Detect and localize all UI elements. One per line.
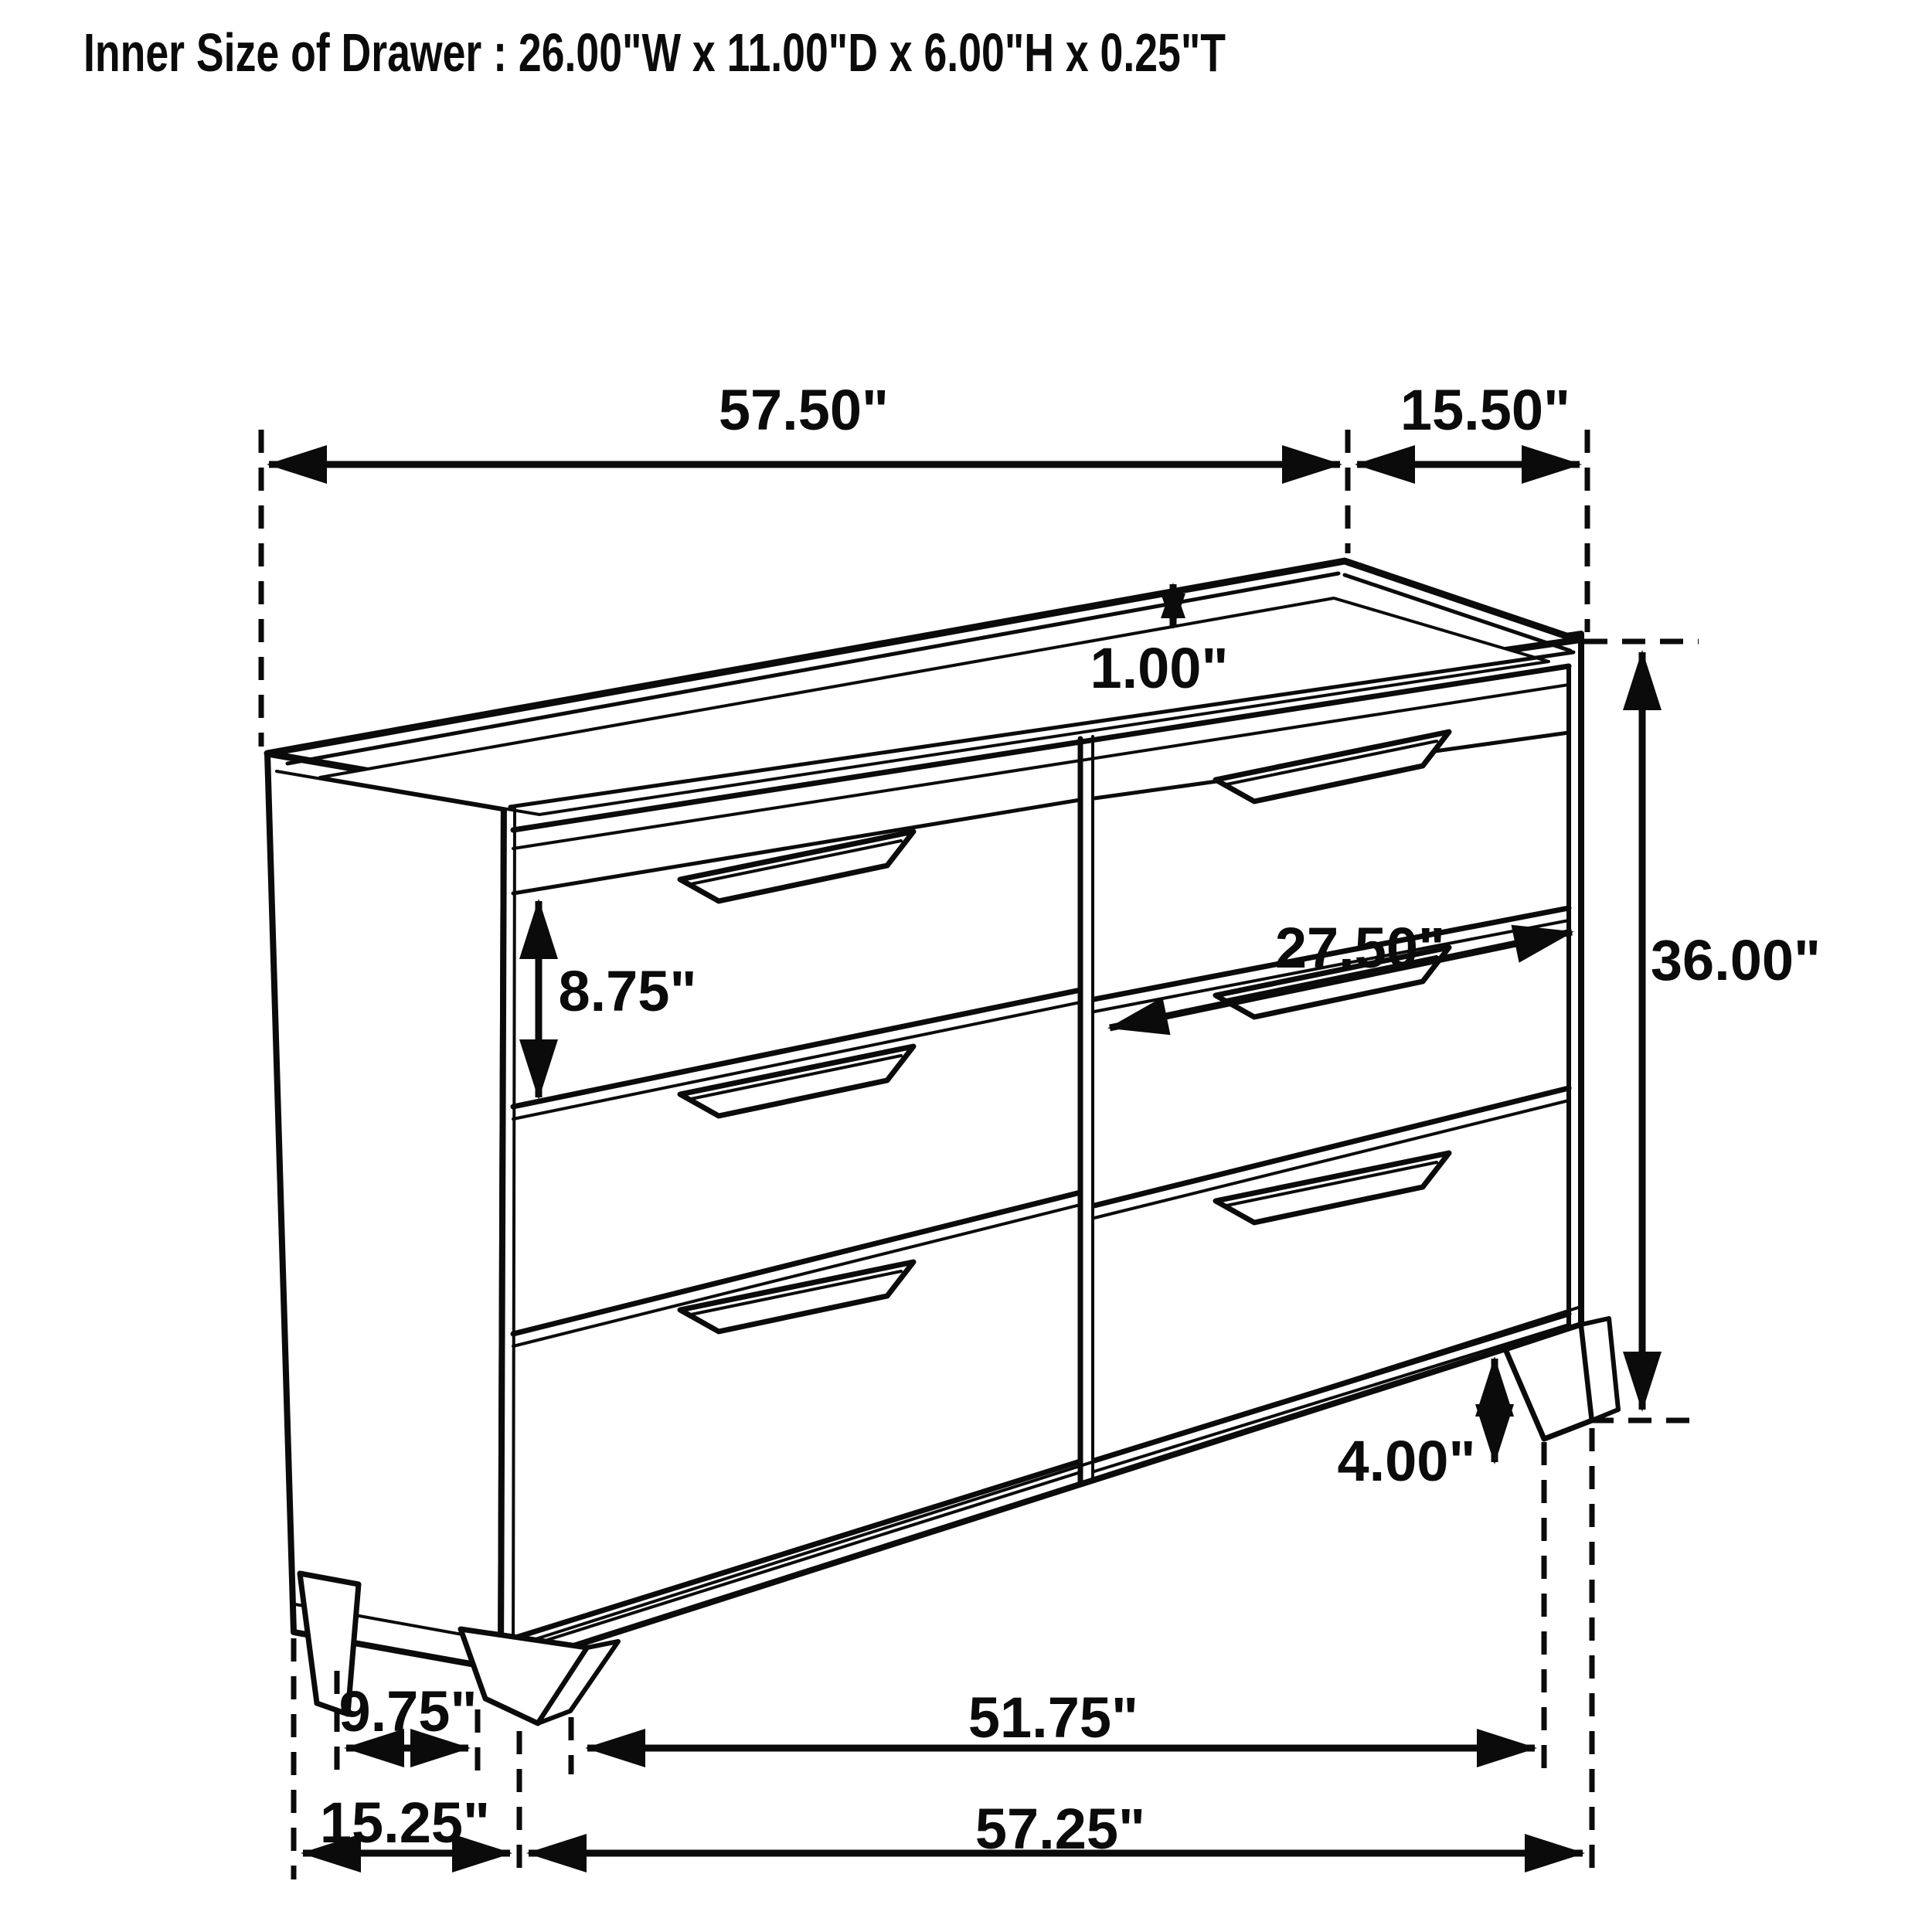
label-leg-height: 4.00"	[1337, 1429, 1476, 1493]
page-title: Inner Size of Drawer : 26.00"W x 11.00"D x 6.00"H x 0.25"T	[83, 22, 1226, 83]
label-base-inner-width: 51.75"	[968, 1685, 1139, 1750]
side-panel	[267, 753, 504, 1669]
front-left-corner-line	[513, 807, 515, 1662]
label-overall-height: 36.00"	[1650, 928, 1821, 992]
label-base-width: 57.25"	[975, 1797, 1146, 1861]
label-drawer-height: 8.75"	[558, 959, 697, 1023]
label-drawer-width: 27.50"	[1274, 916, 1446, 980]
label-lip-height: 1.00"	[1090, 636, 1229, 700]
label-top-width: 57.50"	[718, 378, 889, 442]
label-leg-offset: 9.75"	[338, 1679, 478, 1743]
label-base-depth: 15.25"	[319, 1791, 491, 1855]
label-top-depth: 15.50"	[1400, 378, 1571, 442]
dresser-drawing	[267, 561, 1618, 1723]
